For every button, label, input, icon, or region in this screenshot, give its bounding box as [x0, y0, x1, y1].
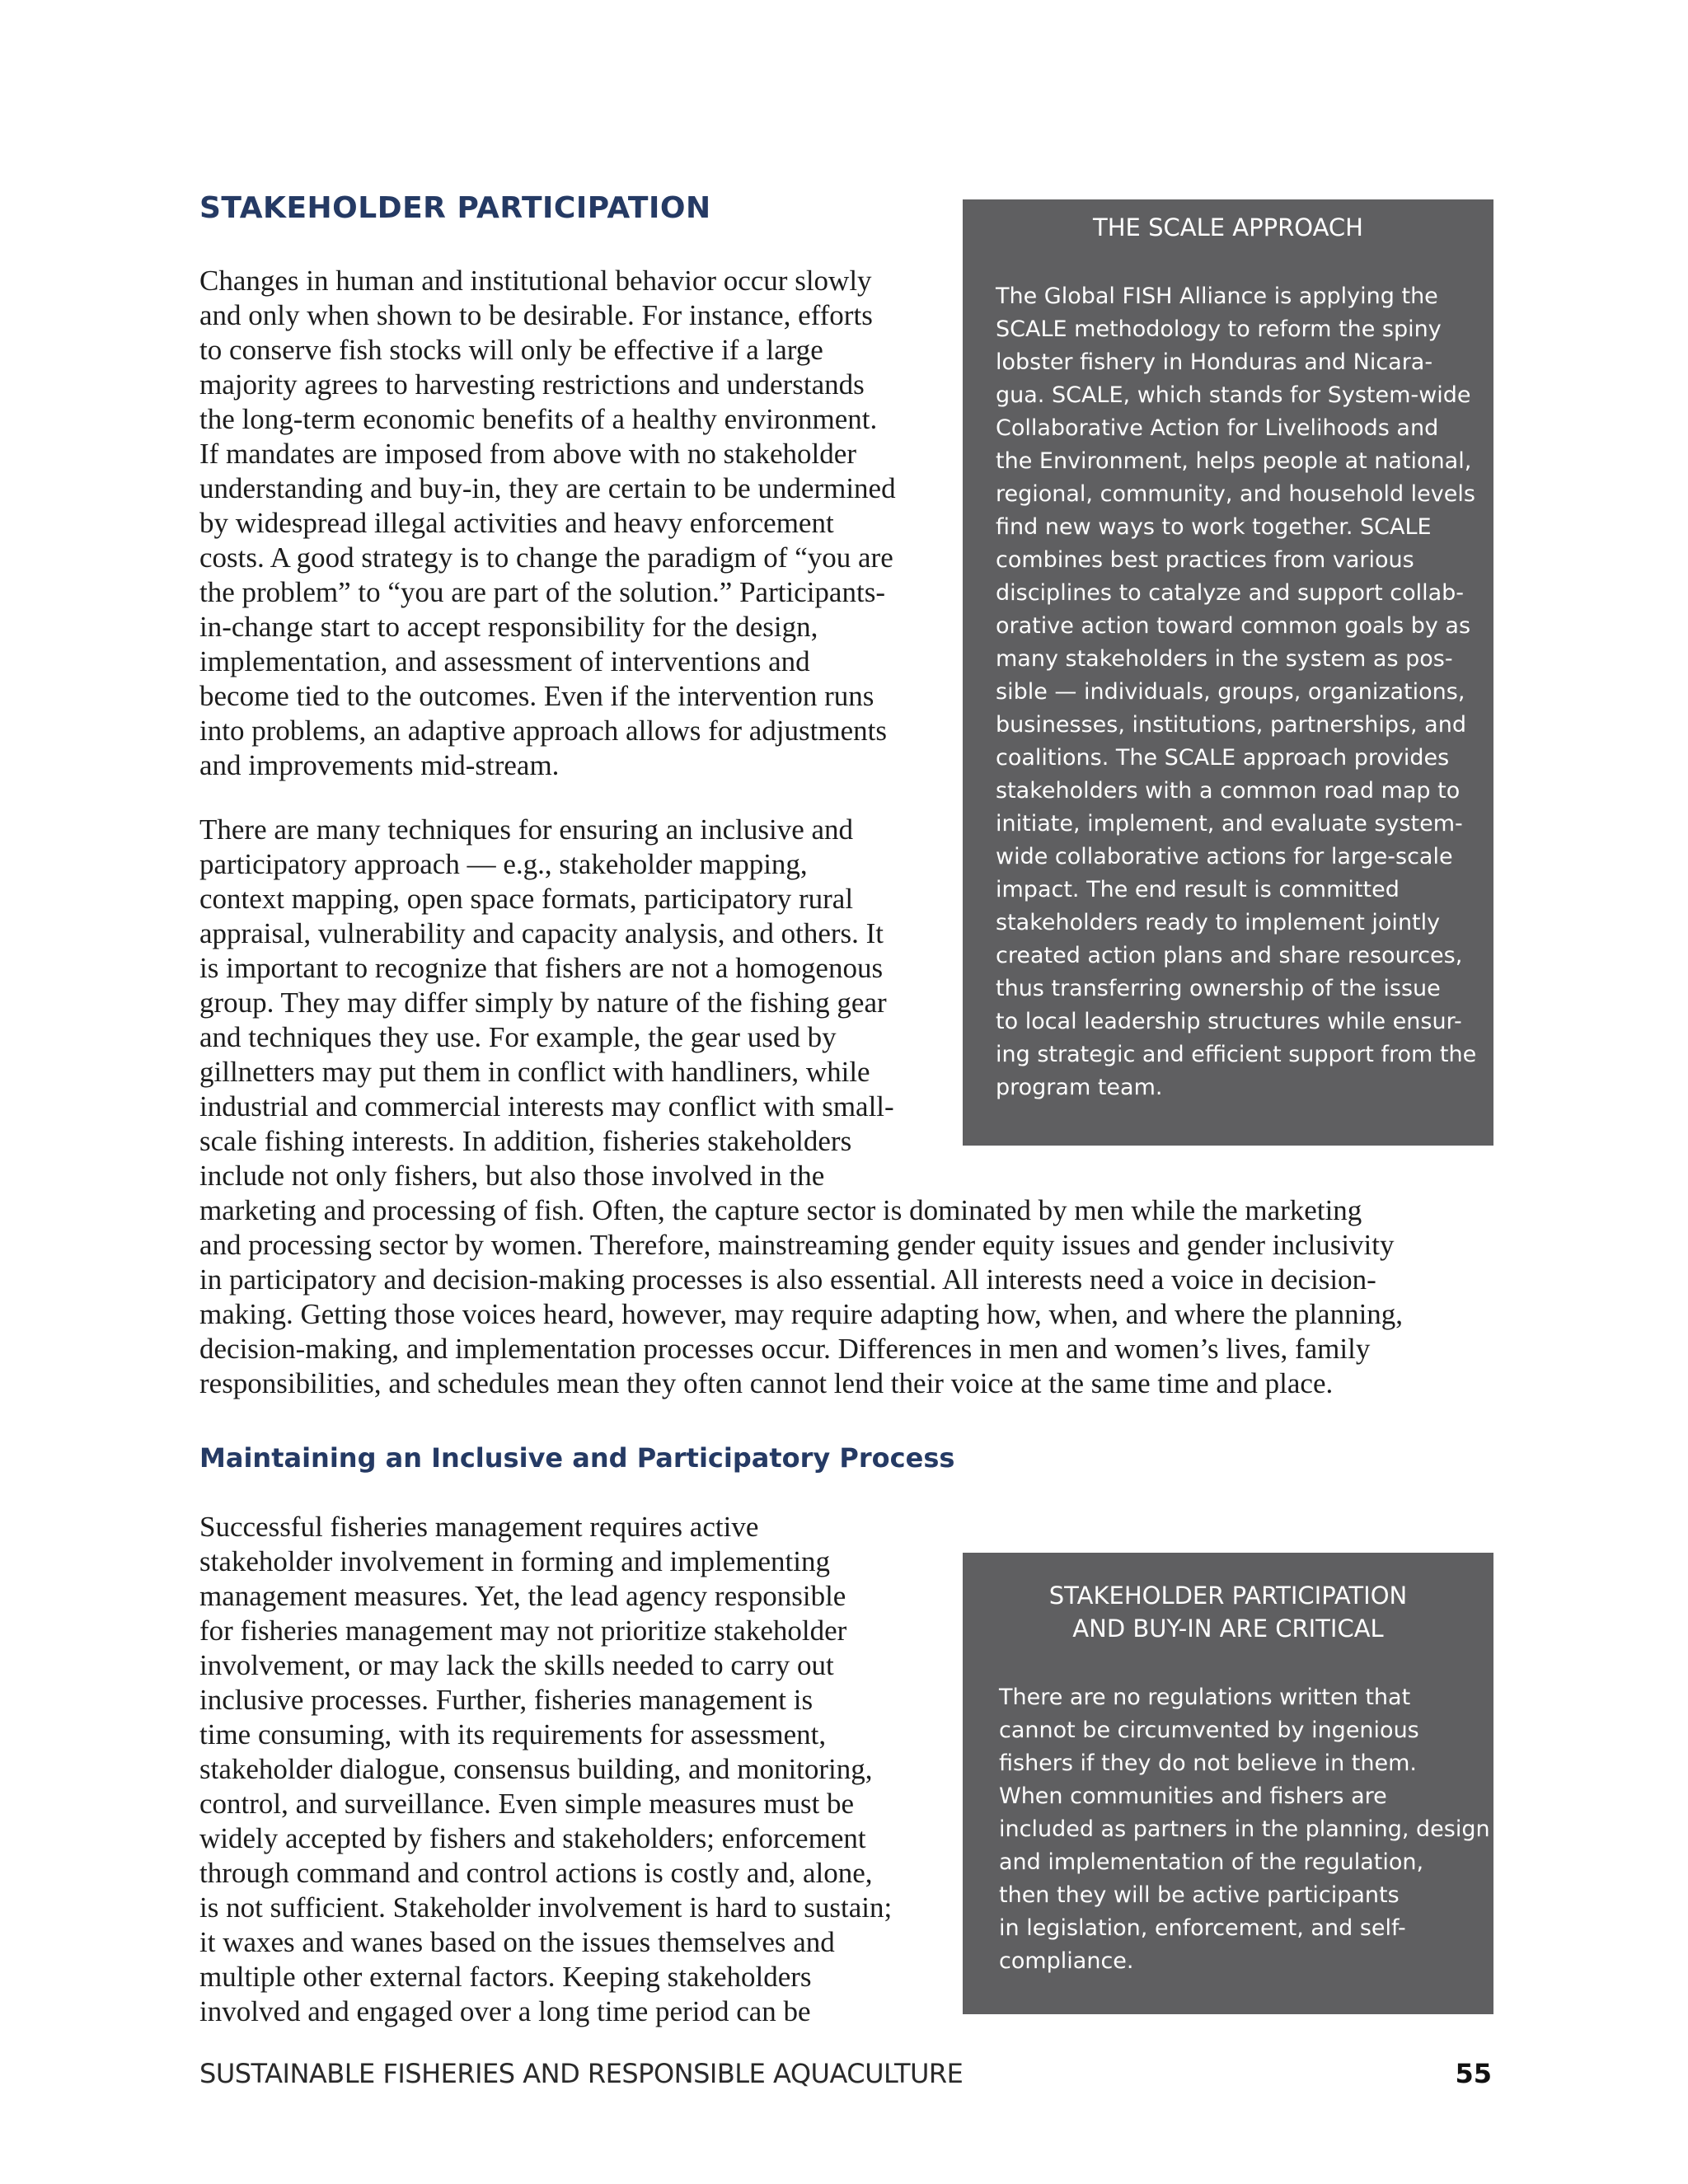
text-line: management measures. Yet, the lead agency responsible — [199, 1580, 846, 1612]
page-number: 55 — [1455, 2058, 1492, 2089]
sidebar-line: thus transferring ownership of the issue — [996, 976, 1441, 1001]
sidebar-line: and implementation of the regulation, — [999, 1849, 1424, 1875]
text-line: for fisheries management may not prioritize stakeholder — [199, 1615, 847, 1647]
page-heading: STAKEHOLDER PARTICIPATION — [199, 191, 711, 225]
text-line: making. Getting those voices heard, however, may require adapting how, when, and where the planning, — [199, 1298, 1404, 1330]
text-line: is not sufficient. Stakeholder involvement is hard to sustain; — [199, 1891, 893, 1924]
body-paragraph-3 — [199, 1510, 892, 2029]
text-line: If mandates are imposed from above with no stakeholder — [199, 438, 856, 470]
text-line: stakeholder dialogue, consensus building, and monitoring, — [199, 1753, 873, 1785]
sidebar-line: fishers if they do not believe in them. — [999, 1750, 1417, 1776]
text-line: time consuming, with its requirements for assessment, — [199, 1718, 827, 1750]
sidebar-line: When communities and fishers are — [999, 1783, 1387, 1809]
sidebar-line: wide collaborative actions for large-scale — [996, 844, 1453, 869]
sidebar-line: find new ways to work together. SCALE — [996, 514, 1432, 540]
text-line: involved and engaged over a long time period can be — [199, 1995, 811, 2027]
text-line: inclusive processes. Further, fisheries management is — [199, 1684, 814, 1716]
sidebar-title-line: AND BUY-IN ARE CRITICAL — [1072, 1615, 1384, 1643]
sidebar-line: cannot be circumvented by ingenious — [999, 1718, 1419, 1743]
scale-approach-sidebar — [963, 199, 1493, 1146]
text-line: control, and surveillance. Even simple measures must be — [199, 1788, 855, 1820]
sidebar-line: impact. The end result is committed — [996, 877, 1400, 902]
text-line: context mapping, open space formats, participatory rural — [199, 883, 854, 915]
text-line: majority agrees to harvesting restrictions and understands — [199, 368, 865, 401]
text-line: participatory approach — e.g., stakeholder mapping, — [199, 848, 808, 880]
text-line: responsibilities, and schedules mean they often cannot lend their voice at the same time and place. — [199, 1367, 1334, 1399]
text-line: it waxes and wanes based on the issues themselves and — [199, 1926, 835, 1958]
sidebar-line: ing strategic and efficient support from the — [996, 1042, 1477, 1067]
text-line: industrial and commercial interests may conflict with small- — [199, 1090, 894, 1122]
sidebar-line: the Environment, helps people at national, — [996, 448, 1472, 474]
sidebar-line: compliance. — [999, 1948, 1134, 1974]
body-paragraph-1 — [199, 264, 896, 783]
text-line: There are many techniques for ensuring an inclusive and — [199, 813, 854, 846]
text-line: Successful fisheries management requires active — [199, 1511, 759, 1543]
section-subheading: Maintaining an Inclusive and Participatory Process — [199, 1442, 955, 1474]
text-line: is important to recognize that fishers are not a homogenous — [199, 952, 884, 984]
text-line: include not only fishers, but also those involved in the — [199, 1160, 825, 1192]
sidebar-line: stakeholders ready to implement jointly — [996, 910, 1441, 935]
sidebar-line: There are no regulations written that — [999, 1685, 1411, 1710]
text-line: multiple other external factors. Keeping stakeholders — [199, 1961, 812, 1993]
sidebar-line: businesses, institutions, partnerships, and — [996, 712, 1466, 738]
sidebar-line: program team. — [996, 1075, 1163, 1100]
text-line: in-change start to accept responsibility for the design, — [199, 611, 818, 643]
text-line: the long-term economic benefits of a healthy environment. — [199, 403, 878, 435]
text-line: appraisal, vulnerability and capacity analysis, and others. It — [199, 917, 884, 949]
text-line: scale fishing interests. In addition, fisheries stakeholders — [199, 1125, 852, 1157]
text-line: gillnetters may put them in conflict with handliners, while — [199, 1056, 870, 1088]
sidebar-title-line: STAKEHOLDER PARTICIPATION — [1048, 1582, 1408, 1610]
text-line: to conserve fish stocks will only be effective if a large — [199, 334, 823, 366]
sidebar-line: disciplines to catalyze and support collab- — [996, 580, 1465, 606]
text-line: through command and control actions is costly and, alone, — [199, 1857, 873, 1889]
text-line: understanding and buy-in, they are certain to be undermined — [199, 472, 896, 504]
sidebar-line: gua. SCALE, which stands for System-wide — [996, 382, 1471, 408]
text-line: Changes in human and institutional behavior occur slowly — [199, 265, 872, 297]
footer-publication-title: SUSTAINABLE FISHERIES AND RESPONSIBLE AQUACULTURE — [199, 2058, 964, 2089]
text-line: and processing sector by women. Therefore, mainstreaming gender equity issues and gender inclusivity — [199, 1229, 1395, 1261]
sidebar-line: lobster fishery in Honduras and Nicara- — [996, 349, 1433, 375]
text-line: widely accepted by fishers and stakeholders; enforcement — [199, 1822, 866, 1854]
sidebar-body — [999, 1681, 1490, 1978]
sidebar-line: SCALE methodology to reform the spiny — [996, 316, 1442, 342]
text-line: and techniques they use. For example, the gear used by — [199, 1021, 837, 1053]
text-line: become tied to the outcomes. Even if the intervention runs — [199, 680, 874, 712]
sidebar-line: initiate, implement, and evaluate system- — [996, 811, 1463, 837]
sidebar-title — [963, 1579, 1493, 1645]
text-line: involvement, or may lack the skills needed to carry out — [199, 1649, 834, 1681]
sidebar-line: The Global FISH Alliance is applying the — [996, 284, 1438, 309]
sidebar-line: stakeholders with a common road map to — [996, 778, 1461, 804]
text-line: into problems, an adaptive approach allows for adjustments — [199, 715, 887, 747]
sidebar-line: many stakeholders in the system as pos- — [996, 646, 1453, 672]
sidebar-line: regional, community, and household levels — [996, 481, 1475, 507]
text-line: decision-making, and implementation processes occur. Differences in men and women’s lives, family — [199, 1333, 1371, 1365]
sidebar-title: THE SCALE APPROACH — [1093, 213, 1363, 241]
text-line: costs. A good strategy is to change the paradigm of “you are — [199, 541, 893, 574]
sidebar-line: orative action toward common goals by as — [996, 613, 1471, 639]
text-line: implementation, and assessment of interventions and — [199, 645, 810, 677]
sidebar-line: combines best practices from various — [996, 547, 1414, 573]
sidebar-line: in legislation, enforcement, and self- — [999, 1915, 1406, 1941]
text-line: and improvements mid-stream. — [199, 749, 560, 781]
sidebar-line: coalitions. The SCALE approach provides — [996, 745, 1450, 771]
text-line: the problem” to “you are part of the solution.” Participants- — [199, 576, 885, 608]
stakeholder-buyin-sidebar — [963, 1553, 1493, 2014]
sidebar-line: included as partners in the planning, design — [999, 1816, 1490, 1842]
sidebar-line: then they will be active participants — [999, 1882, 1400, 1908]
text-line: marketing and processing of fish. Often, the capture sector is dominated by men while the marketing — [199, 1194, 1362, 1226]
text-line: group. They may differ simply by nature of the fishing gear — [199, 987, 887, 1019]
sidebar-line: sible — individuals, groups, organizations, — [996, 679, 1465, 705]
sidebar-line: to local leadership structures while ensur- — [996, 1009, 1462, 1034]
text-line: in participatory and decision-making processes is also essential. All interests need a voice in decision- — [199, 1263, 1376, 1296]
text-line: by widespread illegal activities and heavy enforcement — [199, 507, 834, 539]
sidebar-line: Collaborative Action for Livelihoods and — [996, 415, 1439, 441]
text-line: and only when shown to be desirable. For instance, efforts — [199, 299, 873, 331]
sidebar-line: created action plans and share resources, — [996, 943, 1463, 968]
text-line: stakeholder involvement in forming and implementing — [199, 1545, 830, 1577]
sidebar-body — [996, 280, 1476, 1104]
